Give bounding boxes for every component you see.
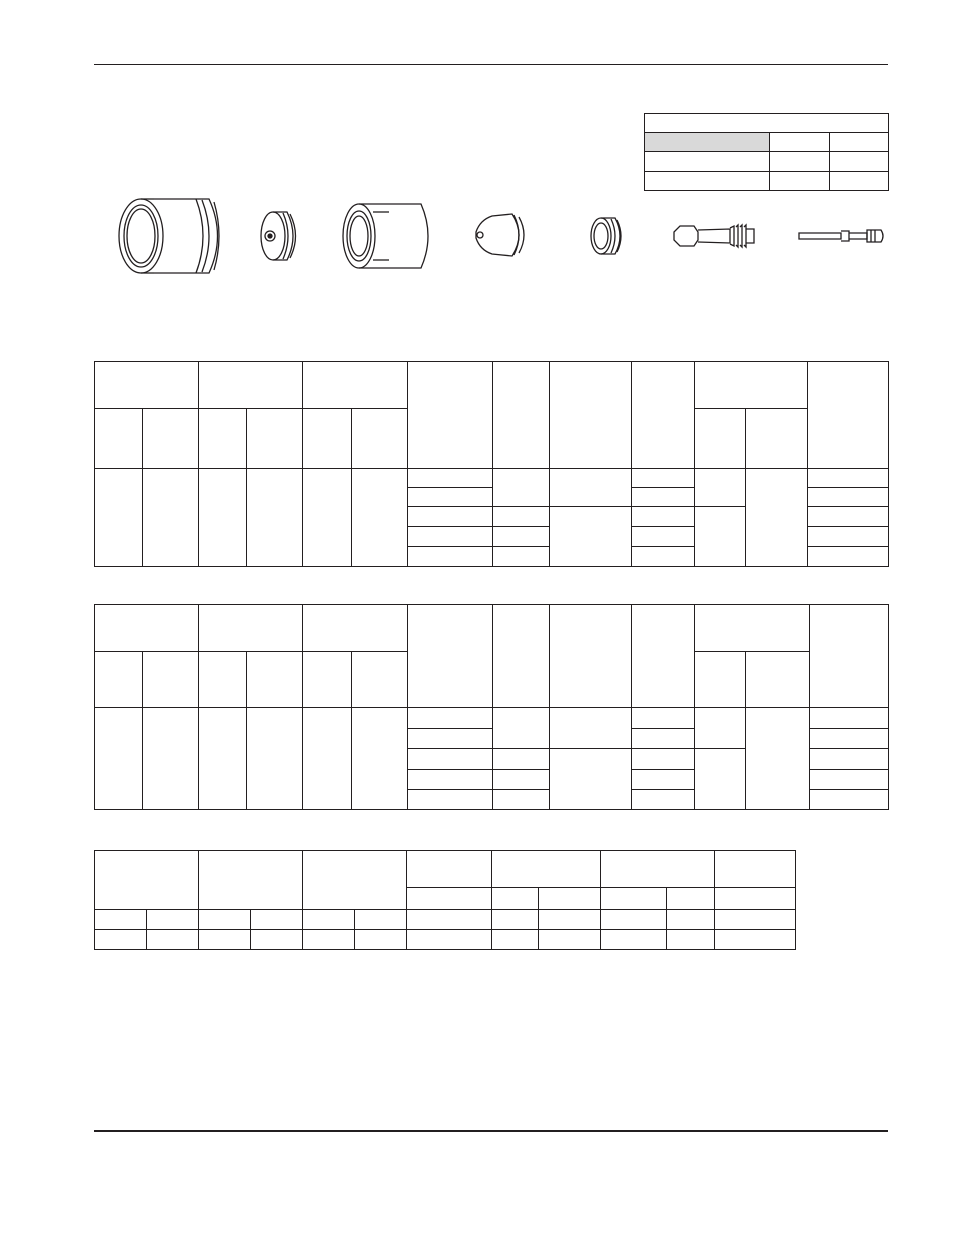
table-cell (493, 507, 550, 527)
footer-rule (94, 1130, 888, 1132)
table-cell (539, 910, 601, 930)
table-cell (95, 469, 143, 567)
table-cell (143, 469, 199, 567)
table-cell (493, 770, 550, 790)
table-subheader (199, 652, 247, 708)
table-cell (667, 910, 715, 930)
table-cell (810, 749, 889, 770)
table-subheader (539, 888, 601, 910)
table-cell (355, 910, 407, 930)
table-header (199, 851, 303, 910)
table-subheader (247, 409, 303, 469)
table-header (408, 362, 493, 469)
table-cell (147, 910, 199, 930)
table-cell (199, 469, 247, 567)
table-header (303, 605, 408, 652)
table-subheader (667, 888, 715, 910)
table-cell (251, 930, 303, 950)
table-cell (492, 910, 539, 930)
header-rule (94, 64, 888, 65)
table-subheader (95, 409, 143, 469)
table-cell (408, 729, 493, 749)
legend-cell (770, 152, 830, 172)
legend-table (644, 113, 889, 191)
table-cell (251, 910, 303, 930)
table-subheader (143, 652, 199, 708)
table-header (493, 362, 550, 469)
electrode-icon (672, 220, 760, 252)
process-table-1 (94, 361, 889, 567)
table-cell (810, 729, 889, 749)
table-cell (632, 469, 695, 488)
table-cell (408, 770, 493, 790)
table-cell (810, 708, 889, 729)
table-cell (493, 527, 550, 547)
table-cell (95, 910, 147, 930)
table-subheader (247, 652, 303, 708)
table-subheader (199, 409, 247, 469)
table-cell (199, 708, 247, 810)
table-cell (715, 930, 796, 950)
table-cell (695, 749, 746, 810)
table-subheader (352, 652, 408, 708)
table-cell (695, 469, 746, 507)
table-cell (667, 930, 715, 950)
table-cell (492, 930, 539, 950)
table-cell (199, 930, 251, 950)
table-cell (493, 749, 550, 770)
table-header (493, 605, 550, 708)
table-cell (493, 547, 550, 567)
table-cell (247, 708, 303, 810)
table-subheader (746, 409, 808, 469)
table-cell (808, 547, 889, 567)
table-cell (539, 930, 601, 950)
table-cell (632, 790, 695, 810)
table-header (632, 605, 695, 708)
table-header (407, 851, 492, 888)
nozzle-icon (472, 210, 534, 260)
table-subheader (715, 888, 796, 910)
table-subheader (407, 888, 492, 910)
table-cell (808, 469, 889, 488)
swirl-ring-icon (587, 214, 629, 258)
table-cell (303, 930, 355, 950)
table-header (492, 851, 601, 888)
table-cell (303, 910, 355, 930)
table-cell (695, 708, 746, 749)
legend-cell (830, 152, 889, 172)
table-cell (147, 930, 199, 950)
shield-icon (114, 195, 229, 277)
table-cell (810, 770, 889, 790)
legend-title (645, 114, 889, 133)
table-cell (601, 930, 667, 950)
table-cell (408, 488, 493, 507)
table-subheader (695, 409, 746, 469)
table-cell (550, 749, 632, 810)
table-cell (408, 790, 493, 810)
table-header (199, 605, 303, 652)
table-header (550, 605, 632, 708)
legend-cell (770, 133, 830, 152)
table-cell (632, 507, 695, 527)
table-cell (550, 708, 632, 749)
table-subheader (352, 409, 408, 469)
table-header (695, 362, 808, 409)
process-table-3 (94, 850, 796, 950)
table-header (715, 851, 796, 888)
table-cell (632, 708, 695, 729)
process-table-2 (94, 604, 889, 810)
legend-cell (830, 172, 889, 191)
table-cell (352, 708, 408, 810)
table-cell (355, 930, 407, 950)
table-cell (493, 469, 550, 507)
legend-cell (645, 133, 770, 152)
table-cell (303, 708, 352, 810)
table-cell (632, 527, 695, 547)
table-header (601, 851, 715, 888)
table-header (95, 851, 199, 910)
table-cell (810, 790, 889, 810)
table-cell (407, 910, 492, 930)
table-cell (746, 469, 808, 567)
table-header (808, 362, 889, 469)
table-subheader (303, 409, 352, 469)
table-cell (247, 469, 303, 567)
table-subheader (601, 888, 667, 910)
table-cell (95, 930, 147, 950)
table-header (199, 362, 303, 409)
consumable-parts-illustration (94, 190, 888, 280)
table-cell (632, 488, 695, 507)
table-cell (808, 527, 889, 547)
table-header (303, 362, 408, 409)
table-cell (746, 708, 810, 810)
table-cell (695, 507, 746, 567)
table-header (95, 605, 199, 652)
table-cell (808, 507, 889, 527)
table-cell (199, 910, 251, 930)
shield-cap-icon (257, 208, 307, 264)
legend-cell (830, 133, 889, 152)
table-cell (632, 547, 695, 567)
table-header (550, 362, 632, 469)
table-header (695, 605, 810, 652)
table-cell (303, 469, 352, 567)
table-cell (408, 469, 493, 488)
table-cell (352, 469, 408, 567)
table-header (810, 605, 889, 708)
table-cell (143, 708, 199, 810)
table-cell (493, 790, 550, 810)
table-cell (408, 708, 493, 729)
table-cell (632, 749, 695, 770)
table-cell (601, 910, 667, 930)
table-header (95, 362, 199, 409)
table-cell (632, 729, 695, 749)
table-cell (408, 507, 493, 527)
table-header (303, 851, 407, 910)
table-cell (632, 770, 695, 790)
table-subheader (143, 409, 199, 469)
table-subheader (95, 652, 143, 708)
table-cell (550, 469, 632, 507)
table-cell (493, 708, 550, 749)
table-cell (550, 507, 632, 567)
table-subheader (492, 888, 539, 910)
table-cell (715, 910, 796, 930)
table-subheader (746, 652, 810, 708)
table-cell (808, 488, 889, 507)
table-cell (408, 547, 493, 567)
legend-cell (645, 152, 770, 172)
retaining-cap-icon (339, 200, 439, 272)
legend-cell (770, 172, 830, 191)
table-header (408, 605, 493, 708)
water-tube-icon (797, 227, 887, 245)
table-subheader (303, 652, 352, 708)
table-cell (408, 527, 493, 547)
table-cell (407, 930, 492, 950)
legend-cell (645, 172, 770, 191)
table-cell (408, 749, 493, 770)
table-subheader (695, 652, 746, 708)
table-cell (95, 708, 143, 810)
table-header (632, 362, 695, 469)
